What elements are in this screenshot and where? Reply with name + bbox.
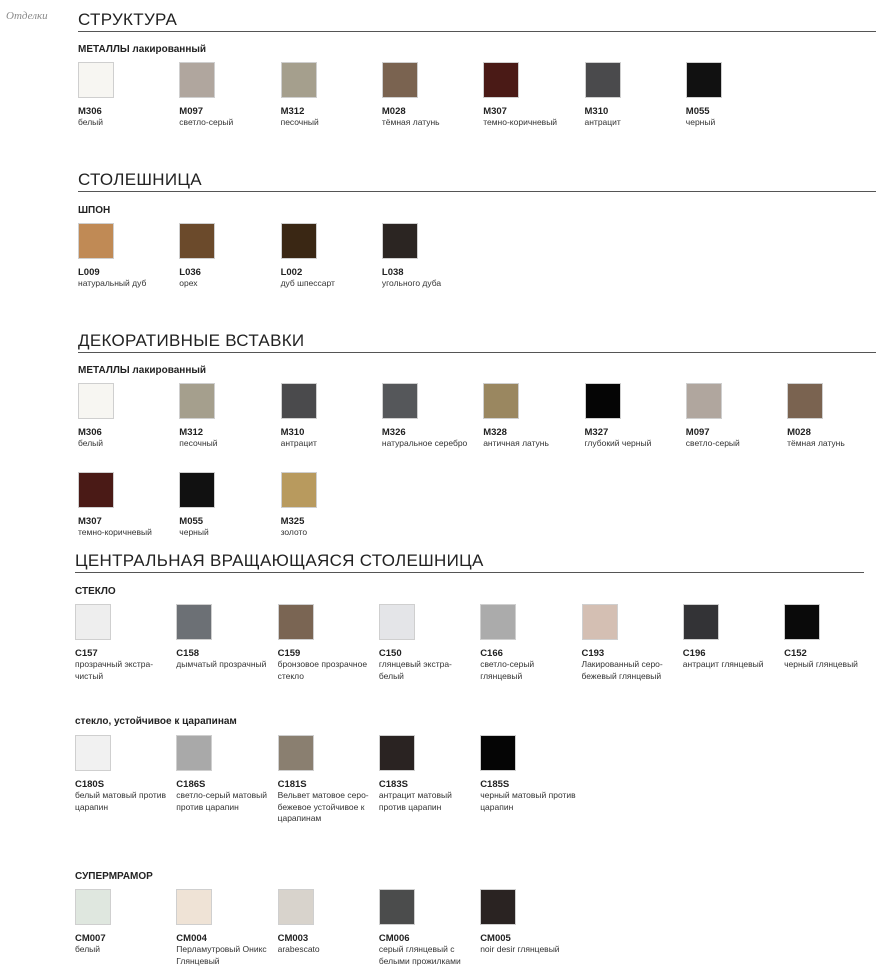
section-divider bbox=[78, 352, 876, 353]
finish-swatch-item bbox=[75, 604, 175, 682]
finish-code: M312 bbox=[179, 427, 204, 438]
finish-swatch-item bbox=[683, 604, 783, 671]
finish-swatch-item bbox=[176, 735, 276, 813]
finish-swatch-item bbox=[382, 383, 482, 450]
finish-code: C196 bbox=[682, 648, 706, 659]
finish-swatch-item bbox=[582, 604, 682, 682]
finish-swatch-item bbox=[176, 889, 276, 967]
finish-swatch-item bbox=[483, 62, 583, 129]
finish-name: антрацит матовый против царапин bbox=[378, 790, 452, 812]
finish-swatch-item bbox=[483, 383, 583, 450]
finish-name: черный bbox=[685, 117, 716, 127]
color-swatch bbox=[281, 223, 317, 259]
group-title-veneer: ШПОН bbox=[78, 205, 111, 216]
color-swatch bbox=[379, 889, 415, 925]
color-swatch bbox=[382, 223, 418, 259]
finish-name: белый bbox=[78, 117, 104, 127]
color-swatch bbox=[379, 604, 415, 640]
finish-name: прозрачный экстра-чистый bbox=[75, 659, 154, 681]
section-title-tabletop: СТОЛЕШНИЦА bbox=[78, 170, 202, 189]
finish-code: M307 bbox=[78, 516, 102, 527]
finish-code: C193 bbox=[581, 648, 605, 659]
finish-name: глянцевый экстра-белый bbox=[378, 659, 452, 681]
finish-code: M028 bbox=[381, 106, 406, 117]
color-swatch bbox=[480, 889, 516, 925]
color-swatch bbox=[281, 62, 317, 98]
color-swatch bbox=[787, 383, 823, 419]
finish-name: бронзовое прозрачное стекло bbox=[277, 659, 368, 681]
finish-swatch-item bbox=[75, 735, 175, 813]
finish-code: CM003 bbox=[277, 933, 309, 944]
finish-name: тёмная латунь bbox=[787, 438, 845, 448]
finish-swatch-item bbox=[78, 62, 178, 129]
finish-name: Лакированный серо-бежевый глянцевый bbox=[581, 659, 663, 681]
color-swatch bbox=[75, 735, 111, 771]
color-swatch bbox=[278, 604, 314, 640]
color-swatch bbox=[382, 383, 418, 419]
color-swatch bbox=[179, 223, 215, 259]
color-swatch bbox=[686, 62, 722, 98]
finish-swatch-item bbox=[585, 62, 685, 129]
color-swatch bbox=[179, 472, 215, 508]
sidebar-label: Отделки bbox=[6, 10, 48, 22]
section-divider bbox=[75, 572, 864, 573]
finish-code: L002 bbox=[280, 267, 303, 278]
finish-code: C150 bbox=[378, 648, 402, 659]
finish-name: Вельвет матовое серо-бежевое устойчивое к царапинам bbox=[277, 790, 369, 823]
group-title-glass: СТЕКЛО bbox=[75, 586, 116, 597]
color-swatch bbox=[75, 889, 111, 925]
finish-name: белый матовый против царапин bbox=[75, 790, 167, 812]
color-swatch bbox=[78, 383, 114, 419]
finish-swatch-item bbox=[480, 735, 580, 813]
color-swatch bbox=[585, 62, 621, 98]
finish-code: CM004 bbox=[176, 933, 207, 944]
finish-code: M328 bbox=[483, 427, 507, 438]
finish-swatch-item bbox=[787, 383, 882, 450]
finish-swatch-item bbox=[78, 472, 178, 539]
finish-code: M326 bbox=[381, 427, 406, 438]
finish-code: C186S bbox=[176, 779, 206, 790]
finish-swatch-item bbox=[278, 889, 378, 956]
finish-code: C185S bbox=[480, 779, 510, 790]
color-swatch bbox=[176, 735, 212, 771]
section-divider bbox=[78, 31, 876, 32]
finish-swatch-item bbox=[281, 62, 381, 129]
finish-code: M310 bbox=[280, 427, 305, 438]
color-swatch bbox=[281, 383, 317, 419]
finish-name: угольного дуба bbox=[381, 278, 442, 288]
color-swatch bbox=[281, 472, 317, 508]
finish-swatch-item bbox=[382, 223, 482, 290]
color-swatch bbox=[78, 472, 114, 508]
finish-swatch-item bbox=[686, 62, 786, 129]
finish-name: светло-серый bbox=[685, 438, 740, 448]
finish-code: C152 bbox=[784, 648, 807, 659]
finish-code: M028 bbox=[787, 427, 811, 438]
finish-name: антрацит bbox=[584, 117, 621, 127]
group-title-metals: МЕТАЛЛЫ лакированный bbox=[78, 44, 207, 55]
finish-swatch-item bbox=[686, 383, 786, 450]
finish-swatch-item bbox=[78, 383, 178, 450]
finish-swatch-item bbox=[585, 383, 685, 450]
color-swatch bbox=[379, 735, 415, 771]
finish-name: темно-коричневый bbox=[78, 527, 152, 537]
finish-name: черный bbox=[179, 527, 209, 537]
finish-code: M055 bbox=[179, 516, 204, 527]
color-swatch bbox=[78, 62, 114, 98]
finish-swatch-item bbox=[784, 604, 882, 671]
finish-code: M097 bbox=[685, 427, 710, 438]
finish-swatch-item bbox=[379, 604, 479, 682]
finish-swatch-item bbox=[78, 223, 178, 290]
color-swatch bbox=[176, 889, 212, 925]
finish-code: L038 bbox=[381, 267, 404, 278]
finish-name: золото bbox=[280, 527, 308, 537]
finish-name: тёмная латунь bbox=[381, 117, 440, 127]
finish-code: L009 bbox=[78, 267, 100, 278]
finish-code: M312 bbox=[280, 106, 305, 117]
finish-name: светло-серый bbox=[179, 117, 234, 127]
finish-name: орех bbox=[179, 278, 198, 288]
color-swatch bbox=[585, 383, 621, 419]
finish-name: антрацит глянцевый bbox=[682, 659, 764, 669]
finish-swatch-item bbox=[382, 62, 482, 129]
color-swatch bbox=[582, 604, 618, 640]
group-title-scratch-resistant-glass: стекло, устойчивое к царапинам bbox=[75, 716, 237, 727]
section-title-decorative-inserts: ДЕКОРАТИВНЫЕ ВСТАВКИ bbox=[78, 331, 305, 350]
finish-swatch-item bbox=[281, 472, 381, 539]
section-title-structure: СТРУКТУРА bbox=[78, 10, 178, 29]
finish-name: темно-коричневый bbox=[483, 117, 558, 127]
color-swatch bbox=[278, 735, 314, 771]
finish-swatch-item bbox=[75, 889, 175, 956]
finish-code: M307 bbox=[483, 106, 507, 117]
finish-code: M306 bbox=[78, 106, 102, 117]
color-swatch bbox=[784, 604, 820, 640]
finish-name: черный глянцевый bbox=[784, 659, 858, 669]
finish-code: M306 bbox=[78, 427, 102, 438]
finish-swatch-item bbox=[278, 735, 378, 825]
finish-swatch-item bbox=[278, 604, 378, 682]
color-swatch bbox=[483, 383, 519, 419]
finish-code: C181S bbox=[277, 779, 307, 790]
group-title-metals: МЕТАЛЛЫ лакированный bbox=[78, 365, 207, 376]
color-swatch bbox=[483, 62, 519, 98]
finish-name: антрацит bbox=[280, 438, 317, 448]
finish-swatch-item bbox=[281, 223, 381, 290]
finish-name: серый глянцевый с белыми прожилками bbox=[378, 944, 461, 966]
finish-name: Перламутровый Оникс Глянцевый bbox=[176, 944, 267, 966]
finish-name: белый bbox=[75, 944, 101, 954]
finish-name: arabescato bbox=[277, 944, 320, 954]
color-swatch bbox=[179, 62, 215, 98]
finish-swatch-item bbox=[379, 889, 479, 967]
finish-code: M097 bbox=[179, 106, 204, 117]
group-title-supermarble: СУПЕРМРАМОР bbox=[75, 871, 153, 882]
color-swatch bbox=[382, 62, 418, 98]
finish-name: глубокий черный bbox=[584, 438, 652, 448]
finish-swatch-item bbox=[176, 604, 276, 671]
finish-code: M310 bbox=[584, 106, 609, 117]
color-swatch bbox=[179, 383, 215, 419]
finish-code: C166 bbox=[480, 648, 503, 659]
finish-code: L036 bbox=[179, 267, 201, 278]
finish-code: C159 bbox=[277, 648, 301, 659]
color-swatch bbox=[686, 383, 722, 419]
finish-code: C180S bbox=[75, 779, 105, 790]
finish-swatch-item bbox=[179, 383, 279, 450]
finish-name: белый bbox=[78, 438, 104, 448]
finish-code: M327 bbox=[584, 427, 609, 438]
finish-name: натуральное серебро bbox=[381, 438, 468, 448]
finish-code: CM006 bbox=[378, 933, 410, 944]
finish-code: C183S bbox=[378, 779, 408, 790]
finish-code: CM005 bbox=[480, 933, 511, 944]
finish-swatch-item bbox=[379, 735, 479, 813]
color-swatch bbox=[78, 223, 114, 259]
finish-swatch-item bbox=[179, 472, 279, 539]
section-title-central-rotating-tabletop: ЦЕНТРАЛЬНАЯ ВРАЩАЮЩАЯСЯ СТОЛЕШНИЦА bbox=[75, 551, 484, 570]
section-divider bbox=[78, 191, 876, 192]
color-swatch bbox=[75, 604, 111, 640]
finish-name: дуб шпессарт bbox=[280, 278, 335, 288]
finish-code: C157 bbox=[75, 648, 98, 659]
finish-name: светло-серый матовый против царапин bbox=[176, 790, 267, 812]
finish-name: noir desir глянцевый bbox=[480, 944, 560, 954]
finish-swatch-item bbox=[281, 383, 381, 450]
color-swatch bbox=[480, 735, 516, 771]
finish-name: дымчатый прозрачный bbox=[176, 659, 267, 669]
finish-swatch-item bbox=[480, 604, 580, 682]
finish-swatch-item bbox=[179, 223, 279, 290]
finish-name: песочный bbox=[179, 438, 218, 448]
finish-code: M055 bbox=[685, 106, 710, 117]
finish-code: M325 bbox=[280, 516, 305, 527]
color-swatch bbox=[683, 604, 719, 640]
color-swatch bbox=[278, 889, 314, 925]
finish-name: античная латунь bbox=[483, 438, 549, 448]
finish-name: натуральный дуб bbox=[78, 278, 147, 288]
finish-swatch-item bbox=[480, 889, 580, 956]
finish-name: черный матовый против царапин bbox=[480, 790, 576, 812]
color-swatch bbox=[176, 604, 212, 640]
finish-swatch-item bbox=[179, 62, 279, 129]
finish-code: CM007 bbox=[75, 933, 106, 944]
color-swatch bbox=[480, 604, 516, 640]
finish-name: светло-серый глянцевый bbox=[480, 659, 535, 681]
finish-code: C158 bbox=[176, 648, 200, 659]
finish-name: песочный bbox=[280, 117, 319, 127]
